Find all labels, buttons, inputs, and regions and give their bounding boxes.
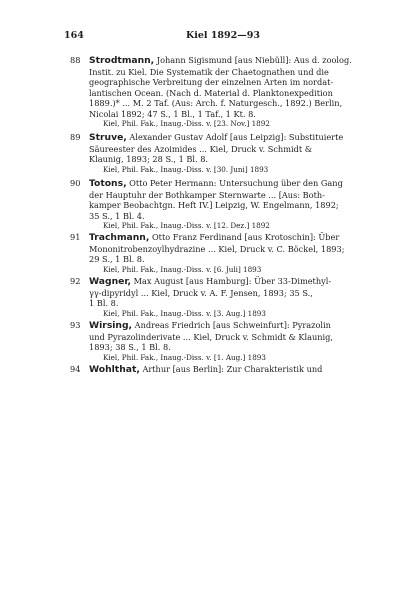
dissertation-note: Kiel, Phil. Fak., Inaug.-Diss. v. [30. Juni] 1893 xyxy=(103,164,269,174)
author-name: Strodtmann, xyxy=(89,55,155,66)
author-name: Wirsing, xyxy=(89,320,133,331)
entry-text xyxy=(89,276,382,319)
entry-number: 88 xyxy=(70,55,81,65)
entry-number: 91 xyxy=(70,232,81,242)
entry-text xyxy=(89,320,382,363)
entry-line: Alexander Gustav Adolf [aus Leipzig]: Substituierte xyxy=(129,132,344,142)
dissertation-note: Kiel, Phil. Fak., Inaug.-Diss. v. [1. Aug.] 1893 xyxy=(103,352,266,362)
entry-line: geographische Verbreitung der einzelnen Arten im nordat- xyxy=(89,77,334,87)
page-number: 164 xyxy=(64,30,84,41)
entry-line: Nicolai 1892; 47 S., 1 Bl., 1 Taf., 1 Kt. 8. xyxy=(89,108,256,119)
entry-number: 93 xyxy=(70,320,81,330)
entry-line: Mononitrobenzoylhydrazine ... Kiel, Druck v. C. Böckel, 1893; xyxy=(89,243,345,254)
author-name: Wohlthat, xyxy=(89,364,140,375)
running-header xyxy=(64,30,382,42)
entry-line: der Hauptuhr der Bothkamper Sternwarte ... [Aus: Both- xyxy=(89,189,325,200)
entry-line: Otto Peter Hermann: Untersuchung über den Gang xyxy=(129,178,343,188)
entry-line: und Pyrazolinderivate ... Kiel, Druck v. Schmidt & Klaunig, xyxy=(89,331,334,342)
dissertation-note: Kiel, Phil. Fak., Inaug.-Diss. v. [3. Aug.] 1893 xyxy=(103,308,266,318)
entry-text xyxy=(89,178,382,232)
entry-line: Arthur [aus Berlin]: Zur Charakteristik und xyxy=(142,364,323,374)
dissertation-note: Kiel, Phil. Fak., Inaug.-Diss. v. [12. Dez.] 1892 xyxy=(103,221,270,230)
entry-number: 89 xyxy=(70,132,81,142)
entry-line: lantischen Ocean. (Nach d. Material d. Planktonexpedition xyxy=(89,87,333,98)
entry-line: Säureester des Azoimides ... Kiel, Druck v. Schmidt & xyxy=(89,143,313,154)
author-name: Trachmann, xyxy=(89,232,150,243)
entry-line: Otto Franz Ferdinand [aus Krotoschin]: Über xyxy=(151,232,340,242)
entry-line: Klaunig, 1893; 28 S., 1 Bl. 8. xyxy=(89,154,209,164)
author-name: Wagner, xyxy=(89,276,132,287)
entry-line: kamper Beobachtgn. Heft IV.] Leipzig, W. Engelmann, 1892; xyxy=(89,200,339,210)
entry-line: γγ-dipyridyl ... Kiel, Druck v. A. F. Jensen, 1893; 35 S., xyxy=(89,287,313,298)
entry-line: Instit. zu Kiel. Die Systematik der Chaetognathen und die xyxy=(89,66,329,77)
entry-line: 1 Bl. 8. xyxy=(89,298,119,308)
entry-text xyxy=(89,364,382,376)
entry-line: 29 S., 1 Bl. 8. xyxy=(89,254,145,264)
entry-text xyxy=(89,55,382,130)
dissertation-note: Kiel, Phil. Fak., Inaug.-Diss. v. [23. Nov.] 1892 xyxy=(103,119,270,128)
entry-number: 92 xyxy=(70,276,81,286)
entry-line: 35 S., 1 Bl. 4. xyxy=(89,210,145,221)
entry-number: 90 xyxy=(70,178,81,188)
author-name: Totons, xyxy=(89,178,127,189)
entry-text xyxy=(89,232,382,275)
entry-line: Max August [aus Hamburg]: Über 33-Dimethyl- xyxy=(133,276,332,286)
entry-text xyxy=(89,132,382,175)
author-name: Struve, xyxy=(89,132,127,143)
header-title: Kiel 1892—93 xyxy=(186,30,260,41)
entry-line: Johann Sigismund [aus Niebüll]: Aus d. zoolog. xyxy=(156,55,352,65)
entry-line: Andreas Friedrich [aus Schweinfurt]: Pyrazolin xyxy=(134,320,331,330)
dissertation-note: Kiel, Phil. Fak., Inaug.-Diss. v. [6. Juli] 1893 xyxy=(103,264,262,274)
entry-line: 1889.)* ... M. 2 Taf. (Aus: Arch. f. Naturgesch., 1892.) Berlin, xyxy=(89,98,343,108)
entry-line: 1893; 38 S., 1 Bl. 8. xyxy=(89,342,171,352)
entry-number: 94 xyxy=(70,364,81,374)
